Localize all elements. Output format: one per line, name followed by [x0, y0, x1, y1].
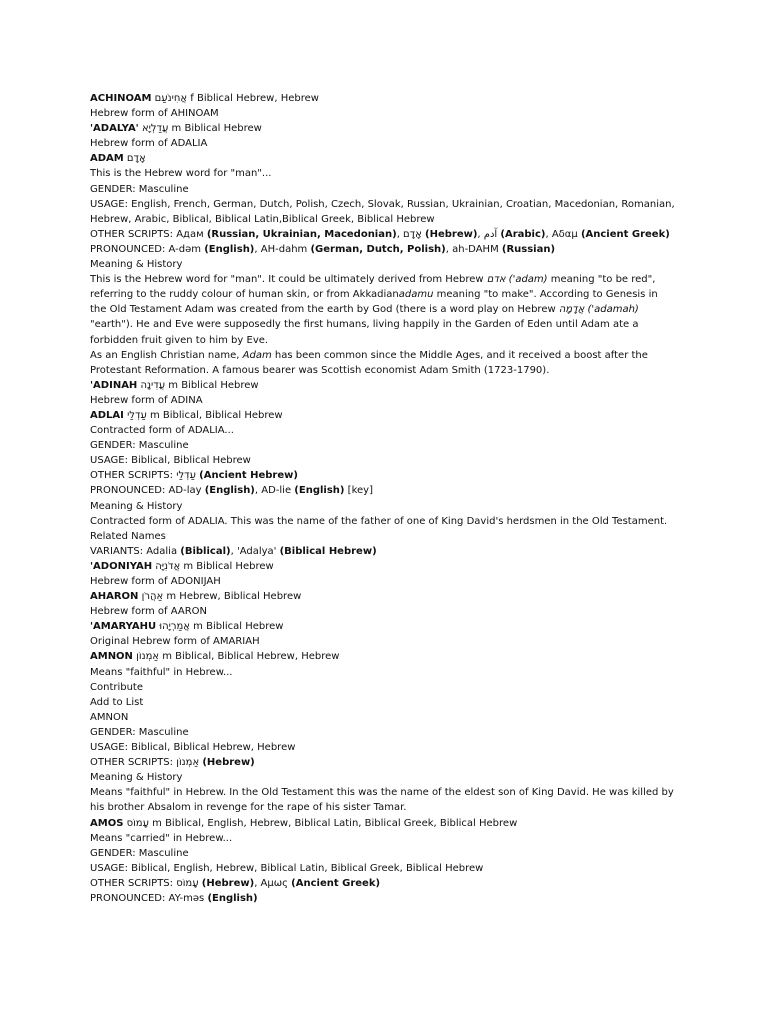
bold-text: AHARON — [90, 591, 139, 603]
text-segment: , Αδαμ — [545, 228, 581, 240]
bold-text: (English) — [204, 243, 255, 255]
text-line — [90, 106, 676, 121]
bold-text: 'AMARYAHU — [90, 621, 157, 633]
text-segment: Means "faithful" in Hebrew... — [90, 666, 233, 678]
text-segment: "earth"). He and Eve were supposedly the first humans, living happily in the Garden of Eden until Adam ate a forbidden fruit given to him by Eve. — [90, 319, 639, 346]
text-line — [90, 740, 676, 755]
text-segment: has been common since the Middle Ages, and it received a boost after the Protestant Reformation. A famous bearer was Scottish economist Adam Smith (1723-1790). — [90, 349, 648, 376]
text-line — [90, 514, 676, 529]
bold-text: (English) — [204, 485, 255, 497]
text-segment: OTHER SCRIPTS: עָמוֹס — [90, 877, 202, 889]
bold-text: 'ADONIYAH — [90, 560, 153, 572]
text-line — [90, 529, 676, 544]
text-segment: אָדָם — [123, 153, 146, 165]
italic-text: אדם ('adam) — [486, 274, 548, 286]
text-line — [90, 770, 676, 785]
text-line — [90, 604, 676, 619]
bold-text: (Ancient Greek) — [580, 228, 670, 240]
text-segment: Hebrew form of AARON — [90, 606, 207, 618]
text-segment: אֲדֹנִיָּה m Biblical Hebrew — [152, 560, 274, 572]
bold-text: (Hebrew) — [201, 877, 255, 889]
bold-text: 'ADALYA' — [90, 123, 139, 135]
text-segment: עֲדִינָה m Biblical Hebrew — [137, 379, 259, 391]
text-line — [90, 559, 676, 574]
text-line — [90, 649, 676, 664]
text-segment: USAGE: Biblical, Biblical Hebrew, Hebrew — [90, 742, 296, 754]
text-segment: Hebrew form of AHINOAM — [90, 108, 219, 120]
text-line — [90, 227, 676, 242]
text-line — [90, 166, 676, 181]
text-line — [90, 91, 676, 106]
text-segment: GENDER: Masculine — [90, 183, 189, 195]
text-segment: PRONOUNCED: A-dəm — [90, 243, 205, 255]
bold-text: AMOS — [90, 817, 124, 829]
text-line — [90, 619, 676, 634]
text-segment: Contribute — [90, 681, 144, 693]
text-line — [90, 861, 676, 876]
text-line — [90, 378, 676, 393]
text-segment: GENDER: Masculine — [90, 726, 189, 738]
text-segment: GENDER: Masculine — [90, 440, 189, 452]
text-line — [90, 151, 676, 166]
text-segment: This is the Hebrew word for "man". It could be ultimately derived from Hebrew — [90, 274, 487, 286]
text-segment: אֲמַרְיָהוּ m Biblical Hebrew — [156, 621, 284, 633]
text-line — [90, 438, 676, 453]
text-segment: Add to List — [90, 696, 144, 708]
text-segment: Contracted form of ADALIA... — [90, 425, 234, 437]
italic-text: adamu — [398, 289, 434, 301]
text-line — [90, 483, 676, 498]
text-segment: USAGE: Biblical, English, Hebrew, Biblical Latin, Biblical Greek, Biblical Hebrew — [90, 862, 484, 874]
bold-text: (Russian, Ukrainian, Macedonian) — [206, 228, 397, 240]
text-segment: USAGE: Biblical, Biblical Hebrew — [90, 455, 251, 467]
text-segment: Means "faithful" in Hebrew. In the Old Testament this was the name of the eldest son of King David. He was killed by his brother Absalom in revenge for the rape of his sister Tamar. — [90, 787, 674, 814]
text-line — [90, 499, 676, 514]
text-line — [90, 831, 676, 846]
text-segment: OTHER SCRIPTS: עַדְלַי — [90, 470, 200, 482]
text-segment: Hebrew form of ADINA — [90, 394, 203, 406]
bold-text: (Arabic) — [500, 228, 546, 240]
text-segment: , ah-DAHM — [445, 243, 502, 255]
text-line — [90, 634, 676, 649]
text-line — [90, 695, 676, 710]
text-line — [90, 257, 676, 272]
text-segment: AMNON — [90, 711, 129, 723]
text-segment: PRONOUNCED: AD-lay — [90, 485, 205, 497]
text-line — [90, 710, 676, 725]
text-segment: Hebrew form of ADONIJAH — [90, 576, 221, 587]
text-segment: This is the Hebrew word for "man"... — [90, 168, 272, 180]
text-line — [90, 725, 676, 740]
text-segment: אַמְנוֹן m Biblical, Biblical Hebrew, Hebrew — [132, 651, 340, 663]
text-line — [90, 423, 676, 438]
text-line — [90, 846, 676, 861]
text-line — [90, 453, 676, 468]
text-line — [90, 182, 676, 197]
bold-text: (Ancient Hebrew) — [199, 470, 298, 482]
text-segment: VARIANTS: Adalia — [90, 545, 181, 557]
text-segment: [key] — [344, 485, 373, 497]
text-segment: Meaning & History — [90, 500, 183, 512]
text-line — [90, 785, 676, 815]
text-segment: Meaning & History — [90, 259, 183, 271]
text-segment: עַדְלַי m Biblical, Biblical Hebrew — [123, 409, 283, 421]
bold-text: (Ancient Greek) — [291, 877, 381, 889]
text-line — [90, 544, 676, 559]
text-line — [90, 121, 676, 136]
text-line — [90, 891, 676, 906]
bold-text: ADLAI — [90, 409, 124, 421]
text-segment: אֲחִינֹעַם f Biblical Hebrew, Hebrew — [151, 93, 319, 104]
text-segment: GENDER: Masculine — [90, 847, 189, 859]
italic-text: אֲדָמָה ('adamah) — [558, 304, 639, 316]
bold-text: ACHINOAM — [90, 93, 152, 104]
text-segment: Original Hebrew form of AMARIAH — [90, 636, 260, 648]
bold-text: (Biblical Hebrew) — [279, 545, 377, 557]
text-line — [90, 876, 676, 891]
text-line — [90, 348, 676, 378]
text-segment: Means "carried" in Hebrew... — [90, 832, 233, 844]
name-entries-document — [90, 91, 676, 906]
text-segment: meaning "to make". According to Genesis in the Old Testament Adam was created from the earth by God (there is a word play on Hebrew — [90, 289, 658, 316]
text-segment: , Αμως — [254, 877, 292, 889]
text-line — [90, 574, 676, 589]
text-line — [90, 272, 676, 347]
text-line — [90, 589, 676, 604]
text-line — [90, 816, 676, 831]
text-segment: , אָדָם — [396, 228, 426, 240]
text-segment: עֲדַלְיָא m Biblical Hebrew — [138, 123, 262, 135]
text-line — [90, 408, 676, 423]
italic-text: Adam — [242, 349, 272, 361]
text-segment: PRONOUNCED: AY-məs — [90, 892, 208, 904]
bold-text: 'ADINAH — [90, 379, 138, 391]
text-segment: , AH-dahm — [254, 243, 311, 255]
text-segment: עָמוֹס m Biblical, English, Hebrew, Biblical Latin, Biblical Greek, Biblical Hebrew — [123, 817, 518, 829]
text-segment: אַהֲרֹן m Hebrew, Biblical Hebrew — [138, 591, 302, 603]
bold-text: (English) — [294, 485, 345, 497]
text-line — [90, 136, 676, 151]
text-segment: OTHER SCRIPTS: Адам — [90, 228, 207, 240]
bold-text: (Hebrew) — [425, 228, 478, 240]
text-line — [90, 197, 676, 227]
text-line — [90, 393, 676, 408]
text-segment: , آدم — [477, 228, 501, 240]
text-segment: Hebrew form of ADALIA — [90, 138, 208, 150]
text-line — [90, 665, 676, 680]
text-line — [90, 755, 676, 770]
text-segment: OTHER SCRIPTS: אַמְנוֹן — [90, 757, 203, 769]
bold-text: AMNON — [90, 651, 133, 663]
text-segment: Contracted form of ADALIA. This was the name of the father of one of King David's herdsmen in the Old Testament. — [90, 515, 668, 527]
text-segment: , 'Adalya' — [230, 545, 280, 557]
text-line — [90, 242, 676, 257]
bold-text: (Hebrew) — [202, 757, 255, 769]
bold-text: (Biblical) — [180, 545, 231, 557]
text-segment: , AD-lie — [254, 485, 295, 497]
text-segment: Related Names — [90, 530, 166, 542]
text-line — [90, 680, 676, 695]
text-segment: USAGE: English, French, German, Dutch, Polish, Czech, Slovak, Russian, Ukrainian, Croatian, Macedonian, Romanian, Hebrew, Arabic, Biblical, Biblical Latin,Biblical Greek, Biblical Hebrew — [90, 198, 675, 225]
bold-text: (Russian) — [501, 243, 556, 255]
bold-text: (English) — [207, 892, 258, 904]
text-segment: As an English Christian name, — [90, 349, 243, 361]
bold-text: ADAM — [90, 153, 124, 165]
text-line — [90, 468, 676, 483]
bold-text: (German, Dutch, Polish) — [310, 243, 446, 255]
text-segment: meaning "to be red", referring to the ruddy colour of human skin, or from Akkadian — [90, 274, 656, 301]
text-segment: Meaning & History — [90, 772, 183, 784]
